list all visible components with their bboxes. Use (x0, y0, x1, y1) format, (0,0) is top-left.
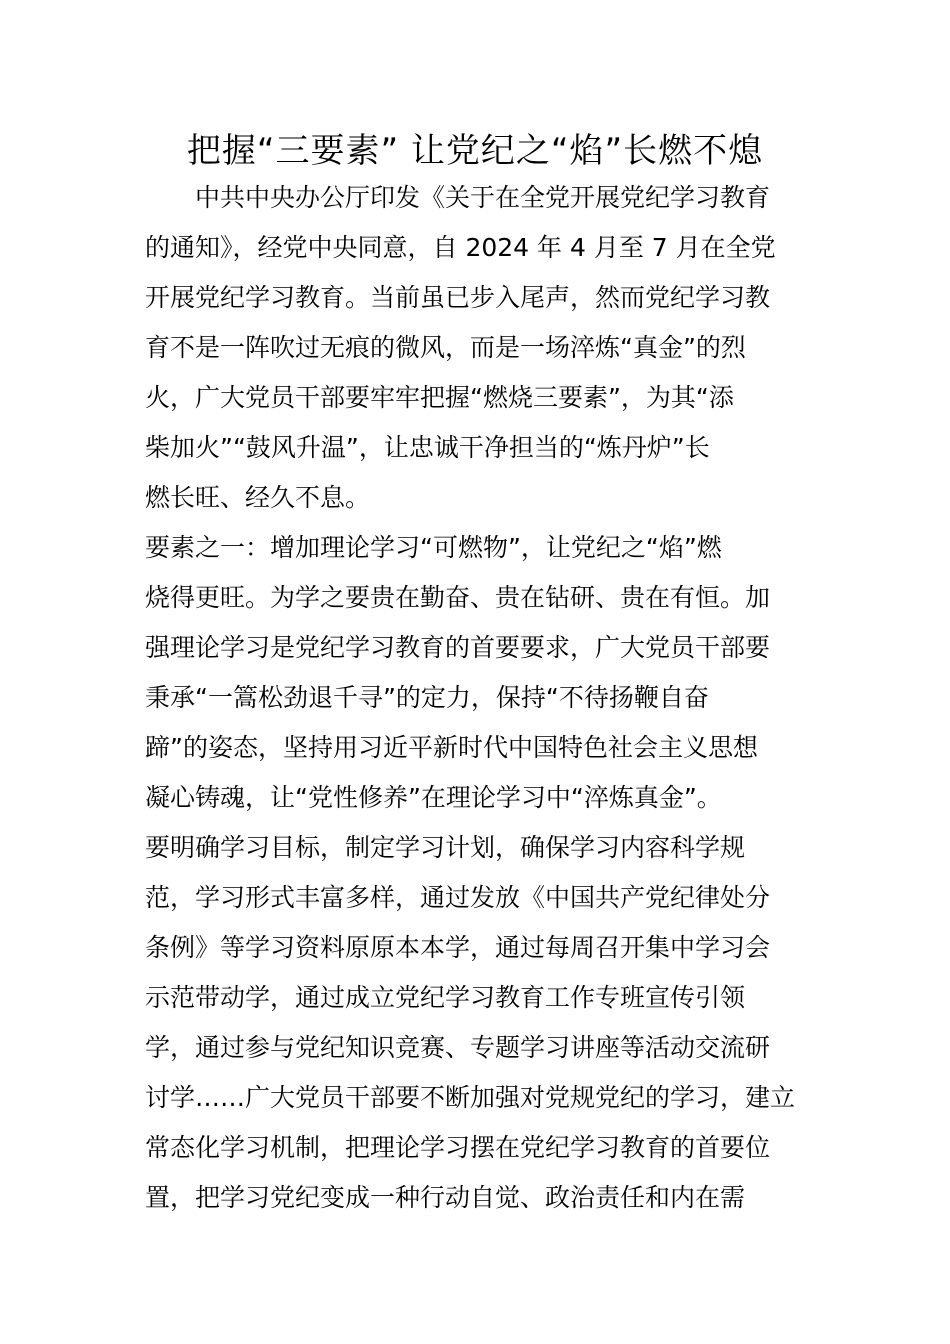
body-line: 育不是一阵吹过无痕的微风，而是一场淬炼“真金”的烈 (145, 333, 746, 362)
body-line: 条例》等学习资料原原本本学，通过每周召开集中学习会 (145, 933, 771, 962)
body-line: 开展党纪学习教育。当前虽已步入尾声，然而党纪学习教 (145, 283, 771, 312)
body-line: 柴加火”“鼓风升温”，让忠诚干净担当的“炼丹炉”长 (145, 433, 710, 462)
body-line: 的通知》，经党中央同意，自 2024 年 4 月至 7 月在全党 (145, 233, 776, 262)
body-line: 学，通过参与党纪知识竞赛、专题学习讲座等活动交流研 (145, 1033, 771, 1062)
body-line: 要素之一：增加理论学习“可燃物”，让党纪之“焰”燃 (145, 533, 722, 562)
body-line: 范，学习形式丰富多样，通过发放《中国共产党纪律处分 (145, 883, 771, 912)
body-line: 要明确学习目标，制定学习计划，确保学习内容科学规 (145, 833, 746, 862)
document-title: 把握“三要素” 让党纪之“焰”长燃不熄 (186, 131, 764, 171)
body-line: 常态化学习机制，把理论学习摆在党纪学习教育的首要位 (145, 1133, 771, 1162)
body-line: 置，把学习党纪变成一种行动自觉、政治责任和内在需 (145, 1183, 746, 1212)
body-line: 蹄”的姿态，坚持用习近平新时代中国特色社会主义思想 (145, 733, 758, 762)
body-line: 秉承“一篙松劲退千寻”的定力，保持“不待扬鞭自奋 (145, 683, 709, 712)
body-line: 中共中央办公厅印发《关于在全党开展党纪学习教育 (145, 183, 771, 212)
body-line: 燃长旺、经久不息。 (145, 483, 371, 512)
body-line: 烧得更旺。为学之要贵在勤奋、贵在钻研、贵在有恒。加 (145, 583, 771, 612)
body-line: 凝心铸魂，让“党性修养”在理论学习中“淬炼真金”。 (145, 783, 722, 812)
body-line: 讨学……广大党员干部要不断加强对党规党纪的学习，建立 (145, 1083, 796, 1112)
body-line: 强理论学习是党纪学习教育的首要要求，广大党员干部要 (145, 633, 771, 662)
body-line: 火，广大党员干部要牢牢把握“燃烧三要素”，为其“添 (145, 383, 734, 412)
body-line: 示范带动学，通过成立党纪学习教育工作专班宣传引领 (145, 983, 746, 1012)
